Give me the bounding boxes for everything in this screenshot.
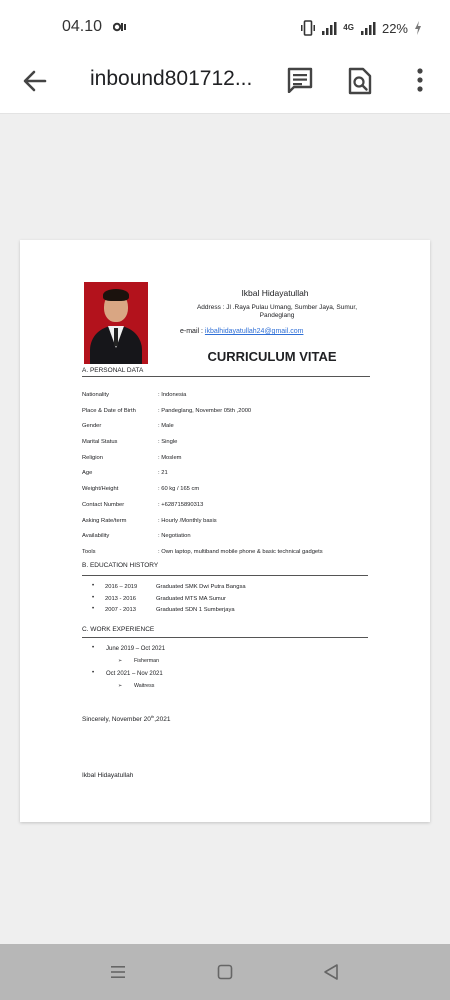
personal-data-label: Religion	[82, 454, 103, 461]
section-personal-heading: A. PERSONAL DATA	[82, 367, 144, 374]
system-nav-bar	[0, 944, 450, 1000]
bullet: •	[92, 645, 95, 651]
personal-data-row	[82, 392, 382, 408]
email-label: e-mail :	[180, 328, 203, 335]
personal-data-row	[82, 455, 382, 471]
find-in-document-icon[interactable]	[347, 67, 373, 95]
personal-data-row	[82, 423, 382, 439]
personal-data-row	[82, 408, 382, 424]
personal-data-label: Gender	[82, 423, 102, 430]
signal-icon	[321, 21, 337, 35]
personal-data-label: Age	[82, 470, 93, 477]
personal-data-label: Weight/Height	[82, 486, 119, 493]
signal-icon-2	[360, 21, 376, 35]
section-education-heading: B. EDUCATION HISTORY	[82, 562, 159, 569]
personal-data-row	[82, 439, 382, 455]
network-type: 4G	[343, 23, 354, 32]
home-icon[interactable]	[217, 964, 233, 980]
document-title: inbound801712...	[90, 67, 253, 90]
personal-data-label: Tools	[82, 548, 96, 555]
status-right	[301, 18, 422, 38]
back-triangle-icon[interactable]	[323, 963, 339, 981]
personal-data-value: : Own laptop, multiband mobile phone & basic technical gadgets	[158, 548, 323, 555]
bullet: •	[92, 670, 95, 676]
section-divider	[82, 376, 370, 377]
personal-data-label: Availability	[82, 533, 110, 540]
bullet: •	[92, 594, 95, 601]
more-options-icon[interactable]	[414, 66, 426, 94]
charging-icon	[414, 21, 422, 35]
personal-data-label: Nationality	[82, 392, 110, 398]
app-toolbar	[0, 52, 450, 114]
personal-data-value: : Pandeglang, November 05th ,2000	[158, 407, 252, 414]
personal-data-value: : Hourly /Monthly basis	[158, 517, 217, 524]
bullet: •	[92, 583, 95, 589]
section-work-heading: C. WORK EXPERIENCE	[82, 626, 155, 633]
work-period: June 2019 – Oct 2021	[106, 646, 166, 652]
personal-data-row	[82, 533, 382, 549]
work-role: Fisherman	[134, 658, 160, 664]
personal-data-row	[82, 502, 382, 518]
personal-data-row	[82, 518, 382, 534]
cv-title: CURRICULUM VITAE	[207, 349, 337, 364]
personal-data-value: : +628715890313	[158, 501, 204, 508]
personal-data-row	[82, 470, 382, 486]
closing-line: Sincerely, November 20th,2021	[82, 714, 171, 724]
bullet: •	[92, 606, 95, 612]
personal-data-label: Asking Rate/term	[82, 517, 127, 524]
section-divider	[82, 575, 368, 576]
vibrate-icon	[301, 20, 315, 36]
personal-data-label: Place & Date of Birth	[82, 407, 136, 414]
personal-data-label: Contact Number	[82, 501, 125, 508]
education-school: Graduated MTS MA Sumur	[156, 595, 226, 602]
arrow-bullet-icon: ➢	[118, 658, 123, 664]
personal-data-value: : Single	[158, 439, 178, 446]
status-bar	[0, 0, 450, 52]
personal-data-value: : Negotiation	[158, 533, 191, 540]
education-school: Graduated SMK Dwi Putra Bangsa	[156, 584, 246, 590]
cv-email-row	[180, 328, 303, 335]
personal-data-value: : Moslem	[158, 454, 182, 461]
comment-icon[interactable]	[287, 67, 313, 93]
arrow-bullet-icon: ➢	[118, 683, 123, 689]
cv-address: Address : Jl .Raya Pulau Umang, Sumber Jaya, Sumur, Pandeglang	[196, 304, 358, 319]
education-years: 2013 - 2016	[105, 595, 136, 602]
personal-data-value: : Indonesia	[158, 392, 187, 398]
status-time: 04.10	[62, 18, 103, 35]
email-link[interactable]: ikbalhidayatullah24@gmail.com	[204, 328, 304, 335]
personal-data-value: : 21	[158, 470, 168, 477]
personal-data-row	[82, 486, 382, 502]
personal-data-value: : Male	[158, 423, 174, 430]
back-arrow-icon[interactable]	[22, 68, 48, 94]
education-years: 2007 - 2013	[105, 607, 136, 613]
signature-name: Ikbal Hidayatullah	[82, 772, 134, 779]
personal-data-list	[82, 392, 382, 565]
battery-level: 22%	[381, 20, 408, 36]
cv-name: Ikbal Hidayatullah	[241, 288, 309, 298]
document-page[interactable]	[20, 240, 430, 822]
personal-data-label: Marital Status	[82, 439, 118, 446]
education-school: Graduated SDN 1 Sumberjaya	[156, 607, 235, 613]
recent-apps-icon[interactable]	[110, 964, 126, 980]
work-period: Oct 2021 – Nov 2021	[106, 671, 163, 677]
education-years: 2016 – 2019	[105, 584, 138, 590]
profile-photo	[84, 282, 148, 364]
section-divider	[82, 637, 368, 638]
personal-data-value: : 60 kg / 165 cm	[158, 486, 200, 493]
notification-icon	[113, 21, 127, 33]
work-role: Waitress	[134, 683, 155, 689]
